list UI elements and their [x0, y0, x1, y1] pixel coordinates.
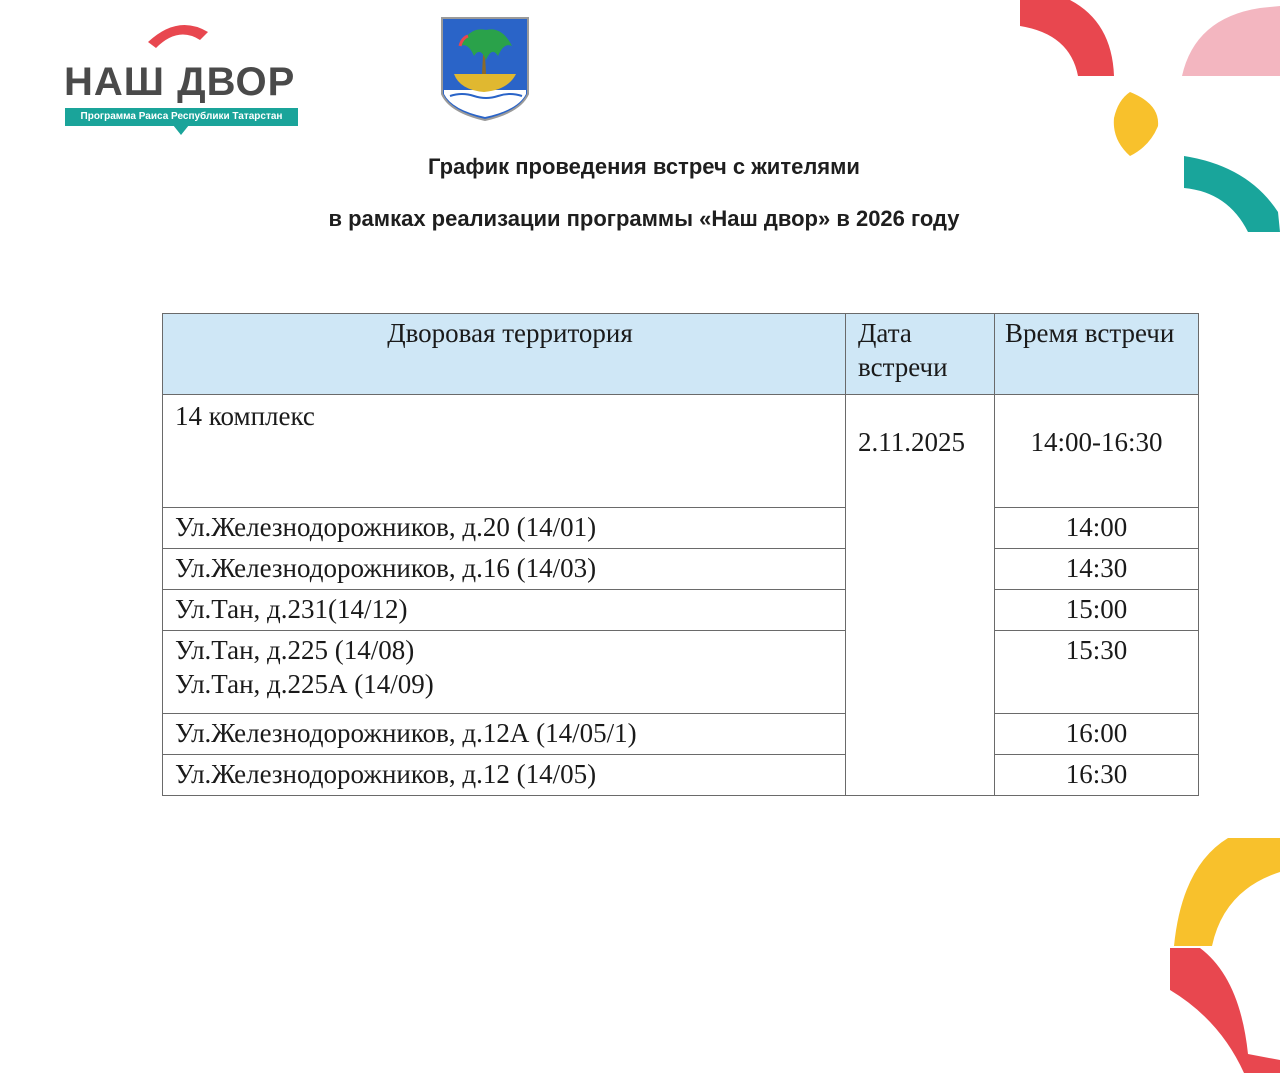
- header-date: [846, 314, 995, 395]
- time-cell: 15:30: [995, 631, 1199, 714]
- address-line-1: Ул.Тан, д.225 (14/08): [175, 635, 415, 665]
- table-row: [163, 549, 1199, 590]
- nash-dvor-logo: [60, 18, 305, 123]
- table-header-row: [163, 314, 1199, 395]
- city-coat-of-arms-icon: [440, 16, 530, 122]
- page-title-line-1: График проведения встреч с жителями: [428, 154, 860, 179]
- red-arc-top: [1020, 0, 1114, 76]
- address-cell: [163, 631, 846, 714]
- table-row: [163, 590, 1199, 631]
- meeting-time-range: 14:00-16:30: [995, 395, 1199, 508]
- yellow-arc-bottom: [1174, 838, 1280, 946]
- header-territory: Дворовая территория: [163, 314, 846, 395]
- time-cell: 14:00: [995, 508, 1199, 549]
- address-cell: Ул.Железнодорожников, д.12А (14/05/1): [163, 714, 846, 755]
- header-time: Время встречи: [995, 314, 1199, 395]
- pink-arc-top: [1182, 6, 1280, 76]
- address-line-2: Ул.Тан, д.225А (14/09): [175, 669, 434, 699]
- page-title-line-2: в рамках реализации программы «Наш двор» в 2026 году: [328, 206, 960, 231]
- header-date-line-1: Дата: [858, 318, 912, 348]
- time-cell: 15:00: [995, 590, 1199, 631]
- time-cell: 16:30: [995, 755, 1199, 796]
- logo-text: НАШ ДВОР: [64, 60, 296, 104]
- time-cell: 16:00: [995, 714, 1199, 755]
- time-cell: 14:30: [995, 549, 1199, 590]
- table-row: [163, 631, 1199, 714]
- logo-tail-icon: [173, 125, 189, 135]
- address-cell: Ул.Железнодорожников, д.16 (14/03): [163, 549, 846, 590]
- meeting-date: 2.11.2025: [846, 395, 995, 796]
- complex-name: 14 комплекс: [163, 395, 846, 508]
- table-row: [163, 714, 1199, 755]
- address-cell: Ул.Тан, д.231(14/12): [163, 590, 846, 631]
- address-cell: Ул.Железнодорожников, д.12 (14/05): [163, 755, 846, 796]
- table-row: [163, 508, 1199, 549]
- address-cell: Ул.Железнодорожников, д.20 (14/01): [163, 508, 846, 549]
- complex-row: [163, 395, 1199, 508]
- table-row: [163, 755, 1199, 796]
- schedule-table: [162, 313, 1199, 796]
- header-date-line-2: встречи: [858, 352, 948, 382]
- yellow-drop: [1114, 92, 1158, 156]
- red-arc-bottom: [1170, 948, 1280, 1073]
- logo-subtitle: Программа Раиса Республики Татарстан: [65, 108, 298, 126]
